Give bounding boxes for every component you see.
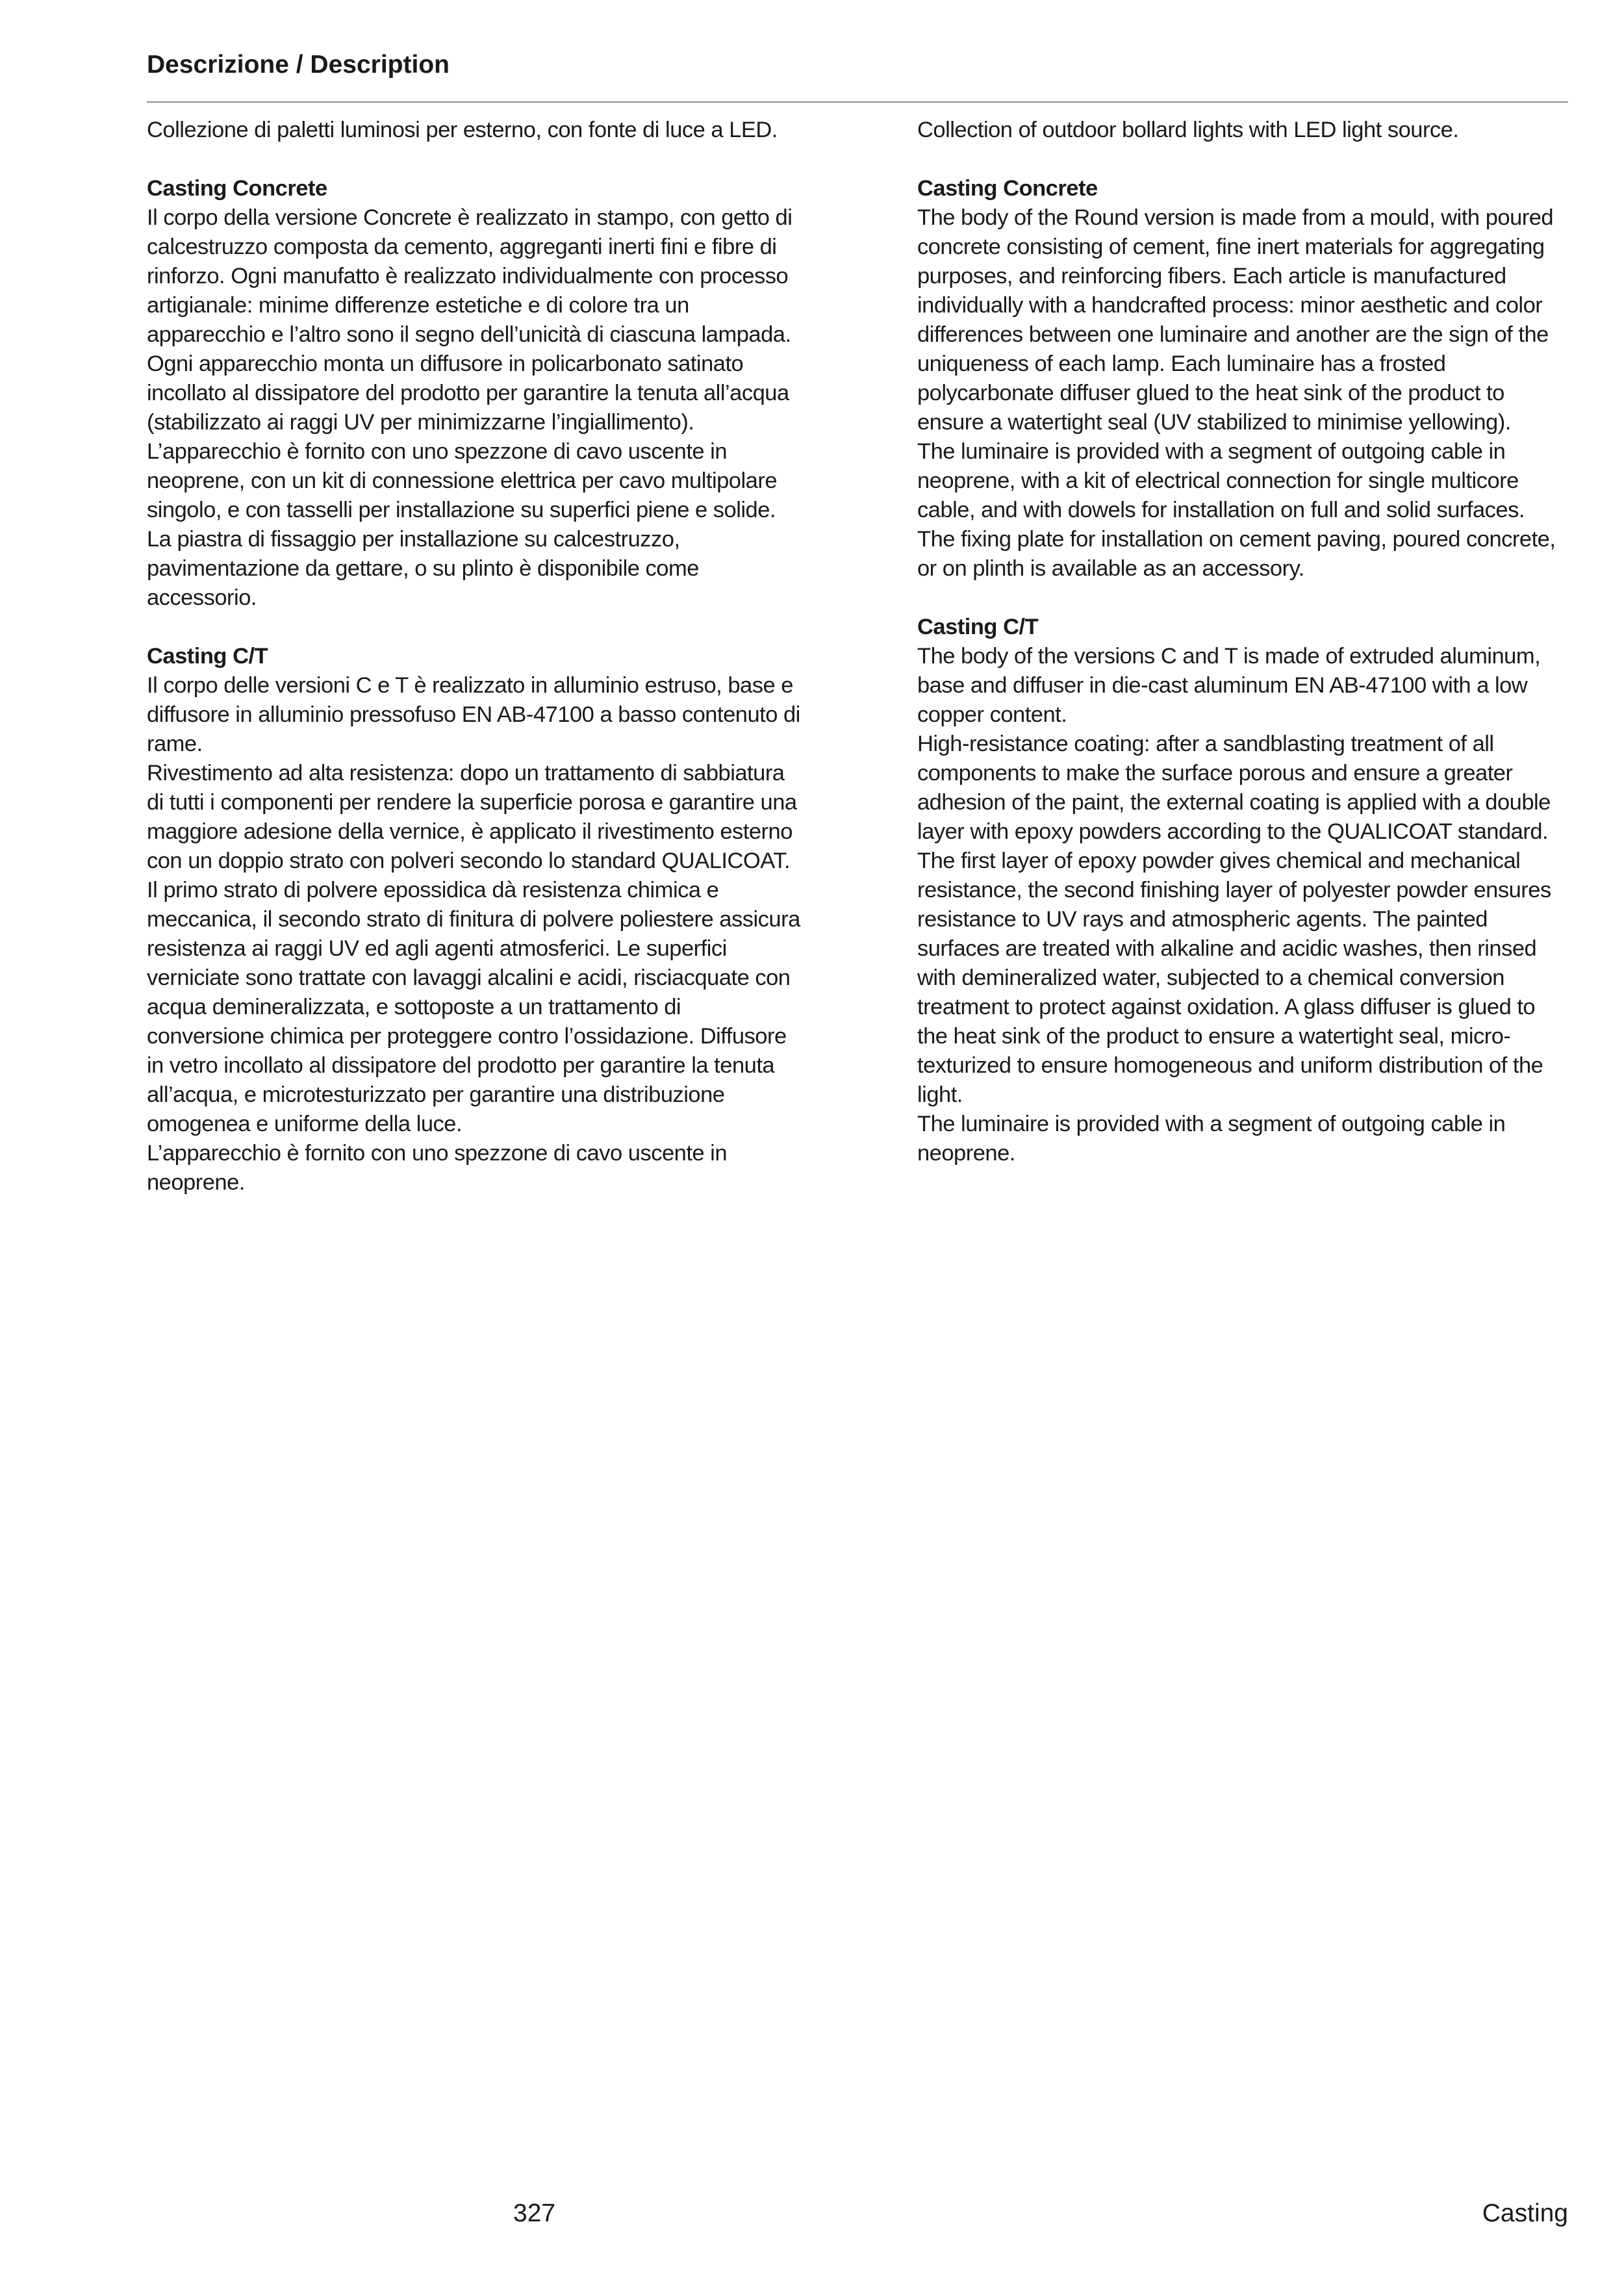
page-title: Descrizione / Description xyxy=(147,51,450,79)
paragraph-gap xyxy=(917,583,1568,613)
concrete-body-en: The body of the Round version is made from a mould, with poured concrete consisting of cement, fine inert materials for aggregating purposes, and reinforcing fibers. Each article is manufactured individually with a handcrafted process: minor aesthetic and color differences between one luminaire and another are the sign of the uniqueness of each lamp. Each luminaire has a frosted polycarbonate diffuser glued to the heat sink of the product to ensure a watertight seal (UV stabilized to minimise yellowing). xyxy=(917,205,1554,435)
ct-body-en: The body of the versions C and T is made of extruded aluminum, base and diffuser in die-cast aluminum EN AB-47100 with a low copper content. xyxy=(917,644,1541,727)
ct-body-it: Il corpo delle versioni C e T è realizzato in alluminio estruso, base e diffusore in alluminio pressofuso EN AB-47100 a basso contenuto di rame. xyxy=(147,673,800,756)
concrete-cable-en: The luminaire is provided with a segment of outgoing cable in neoprene, with a kit of electrical connection for single multicore cable, and with dowels for installation on full and solid surfaces. xyxy=(917,439,1525,522)
ct-heading-en: Casting C/T xyxy=(917,615,1039,639)
ct-cable-en: The luminaire is provided with a segment of outgoing cable in neoprene. xyxy=(917,1112,1506,1166)
concrete-plate-it: La piastra di fissaggio per installazione su calcestruzzo, pavimentazione da gettare, o su plinto è disponibile come accessorio. xyxy=(147,527,699,610)
ct-cable-it: L’apparecchio è fornito con uno spezzone di cavo uscente in neoprene. xyxy=(147,1141,728,1195)
concrete-heading-en: Casting Concrete xyxy=(917,176,1098,201)
section-label: Casting xyxy=(1482,2199,1568,2227)
page-number: 327 xyxy=(513,2199,556,2227)
concrete-plate-en: The fixing plate for installation on cement paving, poured concrete, or on plinth is available as an accessory. xyxy=(917,527,1556,581)
ct-coating-en: High-resistance coating: after a sandblasting treatment of all components to make the surface porous and ensure a greater adhesion of the paint, the external coating is applied with a double layer with epoxy powders according to the QUALICOAT standard. The first layer of epoxy powder gives chemical and mechanical resistance, the second finishing layer of polyester powder ensures resistance to UV rays and atmospheric agents. The painted surfaces are treated with alkaline and acidic washes, then rinsed with demineralized water, subjected to a chemical conversion treatment to protect against oxidation. A glass diffuser is glued to the heat sink of the product to ensure a watertight seal, micro-texturized to ensure homogeneous and uniform distribution of the light. xyxy=(917,732,1551,1107)
title-divider xyxy=(147,101,1568,103)
intro-paragraph-en: Collection of outdoor bollard lights with LED light source. xyxy=(917,118,1459,142)
paragraph-gap xyxy=(917,145,1568,174)
paragraph-gap xyxy=(147,613,803,642)
italian-column xyxy=(147,116,803,1197)
english-column xyxy=(917,116,1568,1168)
concrete-cable-it: L’apparecchio è fornito con uno spezzone di cavo uscente in neoprene, con un kit di connessione elettrica per cavo multipolare singolo, e con tasselli per installazione su superfici piene e solide. xyxy=(147,439,778,522)
concrete-heading-it: Casting Concrete xyxy=(147,176,327,201)
ct-heading-it: Casting C/T xyxy=(147,644,268,669)
ct-coating-it: Rivestimento ad alta resistenza: dopo un trattamento di sabbiatura di tutti i componenti per rendere la superficie porosa e garantire una maggiore adesione della vernice, è applicato il rivestimento esterno con un doppio strato con polveri secondo lo standard QUALICOAT. Il primo strato di polvere epossidica dà resistenza chimica e meccanica, il secondo strato di finitura di polvere poliestere assicura resistenza ai raggi UV ed agli agenti atmosferici. Le superfici verniciate sono trattate con lavaggi alcalini e acidi, risciacquate con acqua demineralizzata, e sottoposte a un trattamento di conversione chimica per proteggere contro l’ossidazione. Diffusore in vetro incollato al dissipatore del prodotto per garantire la tenuta all’acqua, e microtesturizzato per garantire una distribuzione omogenea e uniforme della luce. xyxy=(147,761,800,1136)
paragraph-gap xyxy=(147,145,803,174)
intro-paragraph-it: Collezione di paletti luminosi per esterno, con fonte di luce a LED. xyxy=(147,118,778,142)
concrete-body-it: Il corpo della versione Concrete è realizzato in stampo, con getto di calcestruzzo composta da cemento, aggreganti inerti fini e fibre di rinforzo. Ogni manufatto è realizzato individualmente con processo artigianale: minime differenze estetiche e di colore tra un apparecchio e l’altro sono il segno dell’unicità di ciascuna lampada. Ogni apparecchio monta un diffusore in policarbonato satinato incollato al dissipatore del prodotto per garantire la tenuta all’acqua (stabilizzato ai raggi UV per minimizzarne l’ingiallimento). xyxy=(147,205,793,435)
